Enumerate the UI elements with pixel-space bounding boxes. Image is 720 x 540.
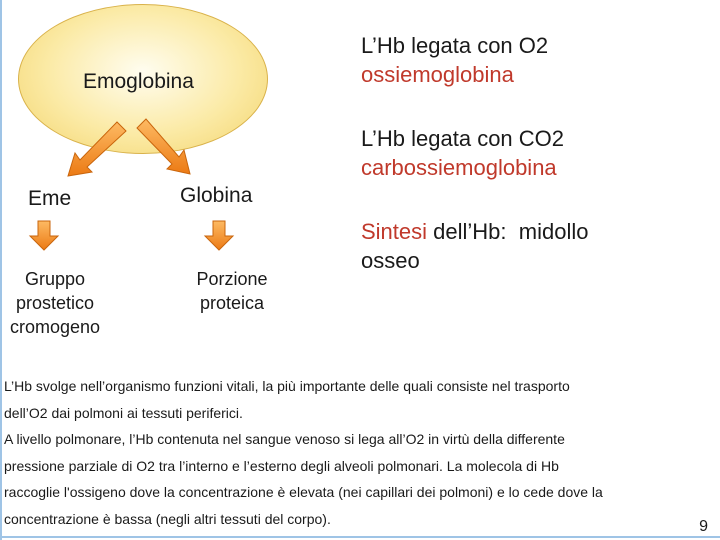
arrow-down-eme-icon (30, 221, 58, 250)
globina-label: Globina (180, 184, 253, 207)
sintesi-line (361, 217, 588, 246)
globina-desc-line: proteica (199, 293, 265, 313)
arrow-to-eme-icon (68, 122, 126, 176)
carboxy-line: L’Hb legata con CO2 (361, 126, 565, 151)
globina-description (180, 267, 284, 315)
arrow-to-globina-icon (137, 119, 190, 174)
eme-label: Eme (28, 187, 72, 210)
eme-desc-line: cromogeno (9, 317, 101, 337)
sintesi-line-2: osseo (361, 248, 420, 273)
eme-description (2, 267, 108, 339)
body-line: concentrazione è bassa (negli altri tessuti del corpo). (4, 510, 331, 527)
eme-desc-line: Gruppo (24, 269, 86, 289)
arrow-down-globina-icon (205, 221, 233, 250)
root-label: Emoglobina (83, 70, 194, 93)
oxy-block (361, 31, 548, 89)
sintesi-rest: dell’Hb: midollo (427, 219, 589, 244)
body-paragraph (4, 373, 718, 533)
body-line: raccoglie l'ossigeno dove la concentrazione è elevata (nei capillari dei polmoni) e lo cede dove la (4, 484, 603, 501)
oxy-term: ossiemoglobina (361, 62, 514, 87)
body-line: A livello polmonare, l’Hb contenuta nel sangue venoso si lega all’O2 in virtù della differente (4, 431, 565, 448)
oxy-line: L’Hb legata con O2 (361, 33, 549, 58)
carboxy-block (361, 124, 564, 182)
eme-desc-line: prostetico (15, 293, 95, 313)
sintesi-block (361, 217, 588, 275)
sintesi-word: Sintesi (361, 219, 428, 244)
body-line: pressione parziale di O2 tra l’interno e l’esterno degli alveoli polmonari. La molecola di Hb (4, 457, 559, 474)
body-line: dell’O2 dai polmoni ai tessuti periferici. (4, 404, 243, 421)
page-number: 9 (699, 518, 708, 535)
globina-desc-line: Porzione (196, 269, 268, 289)
carboxy-term: carbossiemoglobina (361, 155, 557, 180)
body-line: L’Hb svolge nell’organismo funzioni vitali, la più importante delle quali consiste nel trasporto (4, 378, 570, 394)
